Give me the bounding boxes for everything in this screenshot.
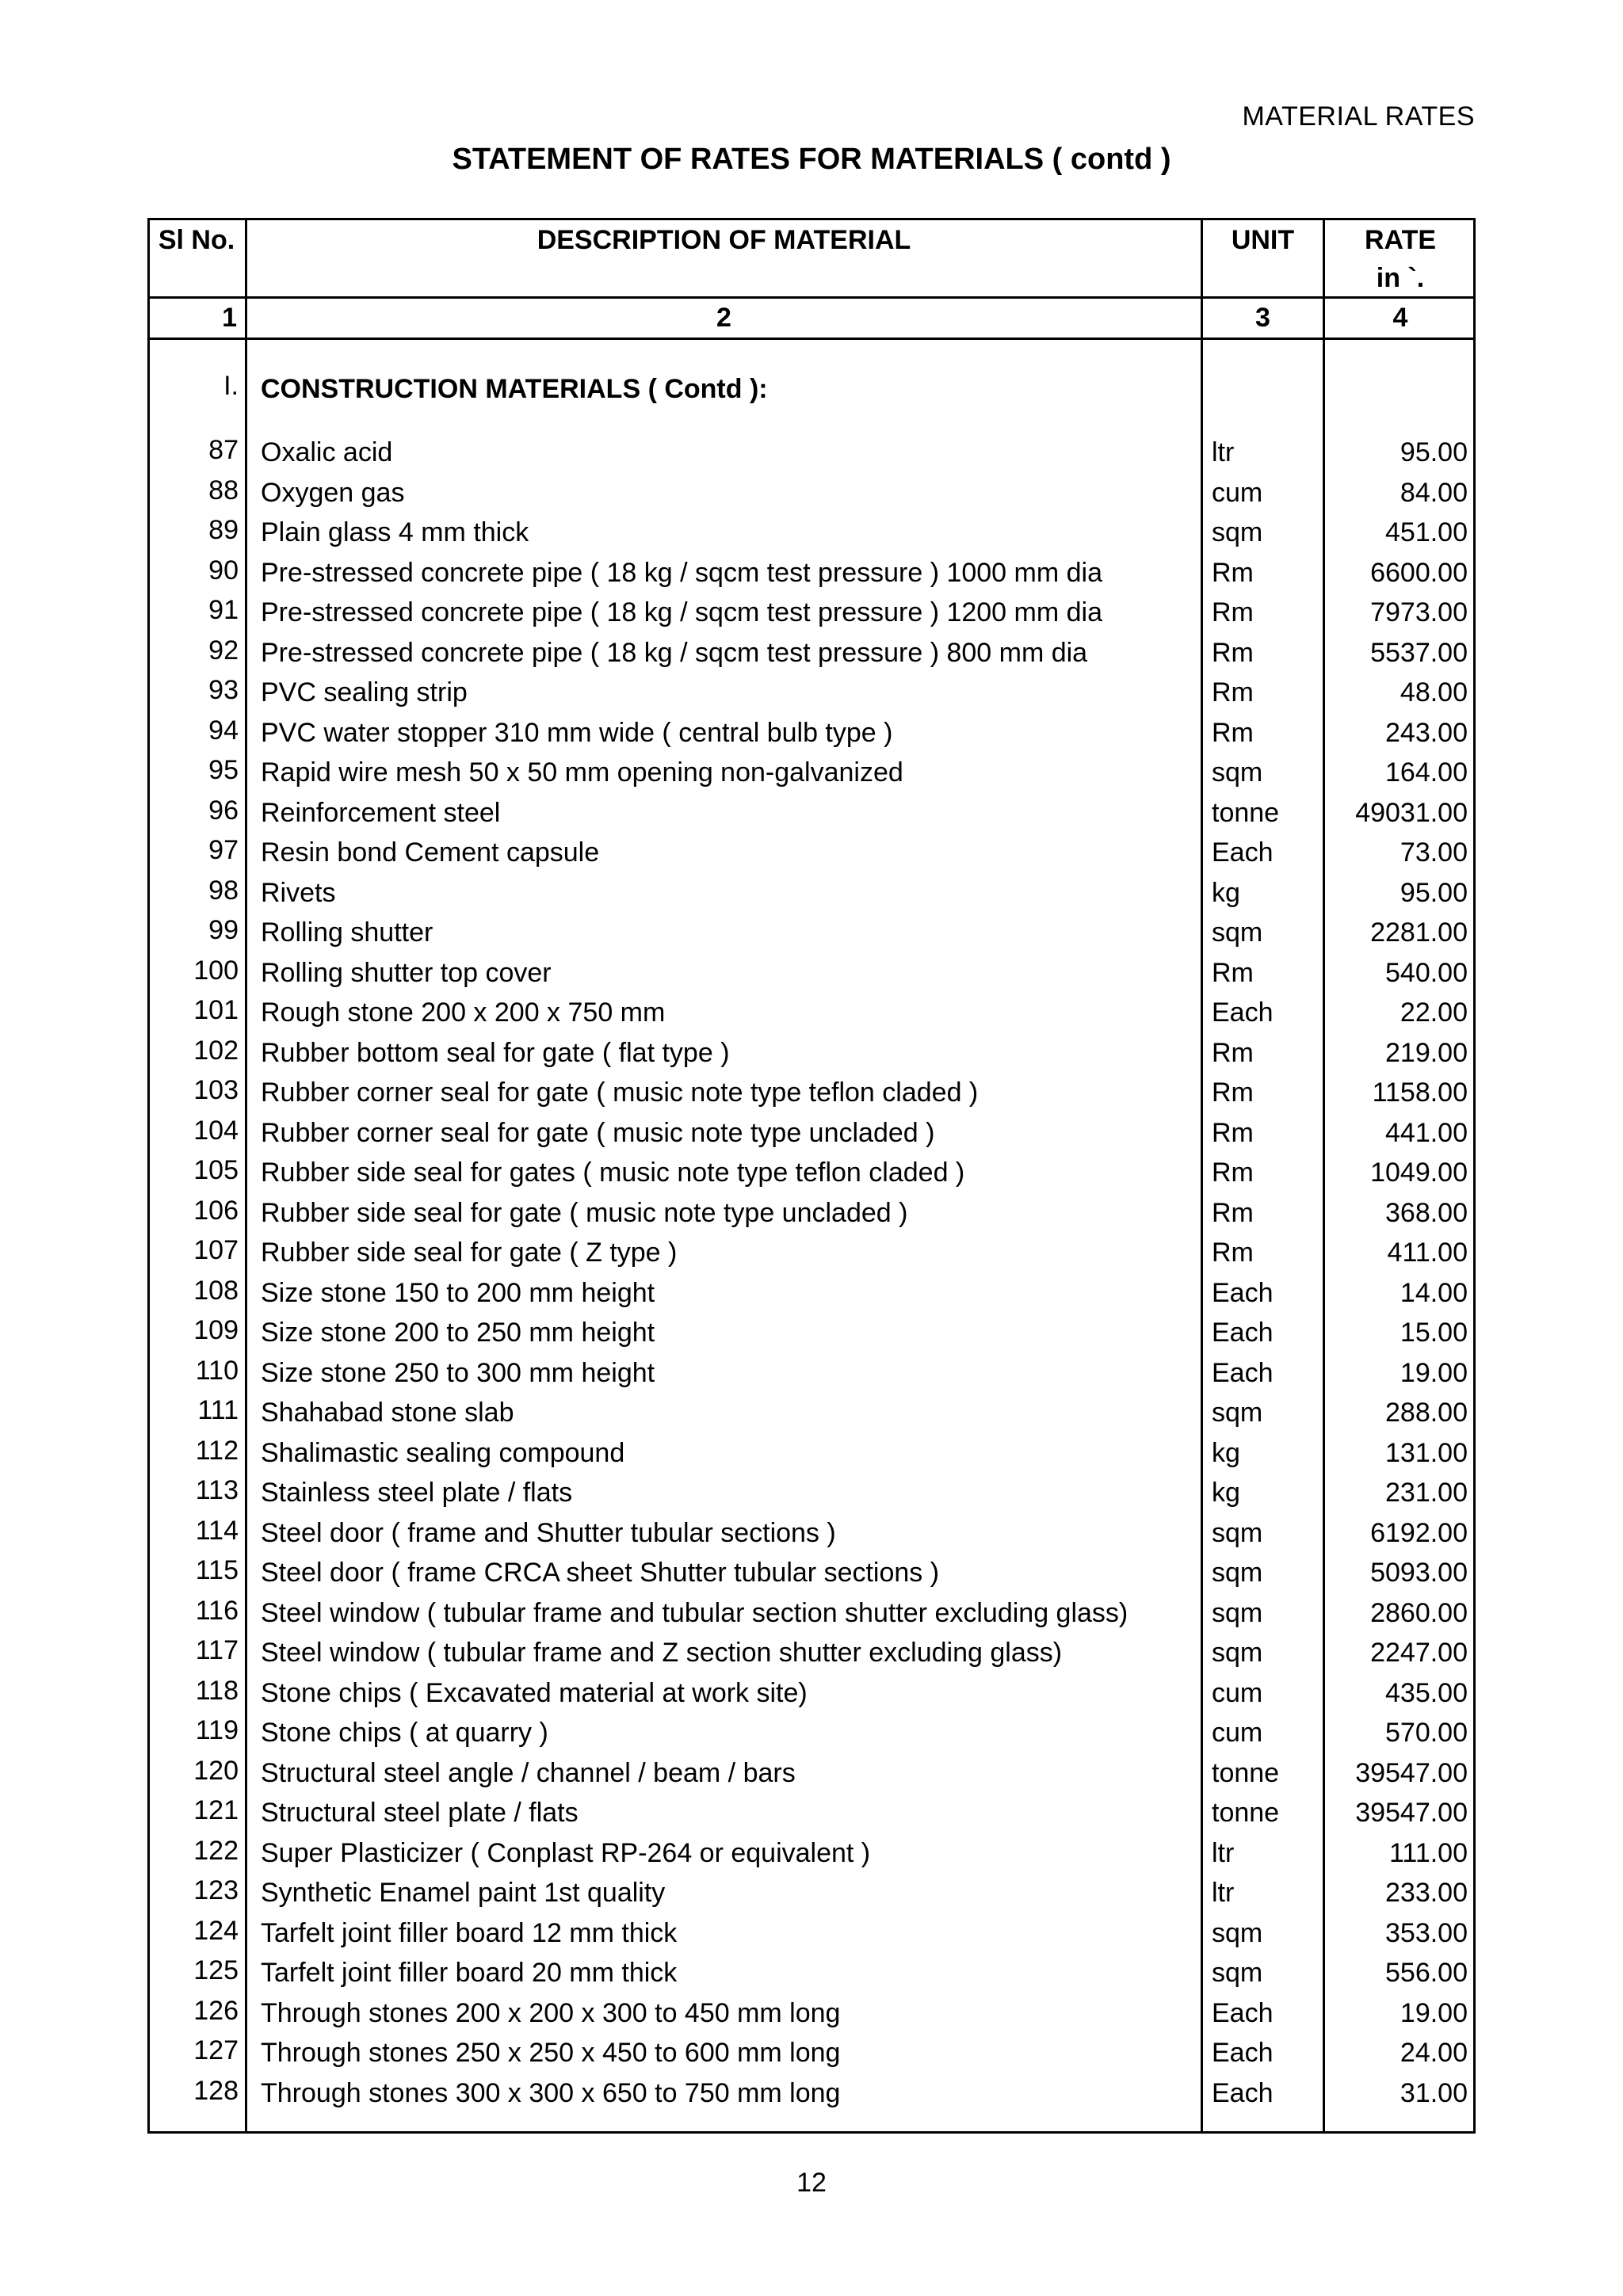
row-description: Rubber side seal for gates ( music note type teflon claded ) [261,1158,965,1188]
column-divider [1201,220,1203,2131]
row-description: Resin bond Cement capsule [261,837,600,868]
row-unit: Each [1212,837,1274,868]
row-rate: 164.00 [1385,757,1468,788]
row-sl-no: 111 [197,1395,239,1425]
row-rate: 2281.00 [1370,917,1468,948]
row-description: Rubber corner seal for gate ( music note type uncladed ) [261,1118,935,1148]
row-description: PVC sealing strip [261,677,468,707]
row-description: Rough stone 200 x 200 x 750 mm [261,997,666,1028]
row-sl-no: 89 [208,515,239,545]
row-rate: 7973.00 [1370,597,1468,627]
row-rate: 5093.00 [1370,1558,1468,1588]
header-sl-no: Sl No. [158,225,235,255]
row-sl-no: 99 [208,915,239,945]
row-unit: sqm [1212,517,1263,547]
row-sl-no: 101 [193,995,239,1025]
row-unit: Each [1212,1278,1274,1308]
row-description: Shalimastic sealing compound [261,1438,625,1468]
row-sl-no: 123 [193,1875,239,1905]
row-description: Steel window ( tubular frame and Z section shutter excluding glass) [261,1638,1063,1668]
row-unit: ltr [1212,1878,1235,1908]
rates-table [147,218,1476,2134]
row-sl-no: 108 [193,1276,239,1306]
row-rate: 243.00 [1385,718,1468,748]
row-sl-no: 110 [195,1356,239,1386]
row-unit: sqm [1212,1598,1263,1628]
row-sl-no: 113 [195,1475,239,1505]
column-divider [245,220,247,2131]
row-unit: Rm [1212,718,1254,748]
row-description: Plain glass 4 mm thick [261,517,529,547]
row-description: Rolling shutter [261,917,433,948]
row-sl-no: 109 [193,1315,239,1345]
row-unit: Rm [1212,1158,1254,1188]
row-unit: Rm [1212,1238,1254,1268]
row-rate: 219.00 [1385,1038,1468,1068]
row-description: Through stones 200 x 200 x 300 to 450 mm long [261,1998,841,2028]
row-sl-no: 97 [208,835,239,865]
row-rate: 556.00 [1385,1958,1468,1988]
column-number-4: 4 [1392,303,1408,333]
row-unit: Rm [1212,597,1254,627]
row-unit: Rm [1212,677,1254,707]
row-unit: tonne [1212,798,1280,828]
row-description: Rapid wire mesh 50 x 50 mm opening non-galvanized [261,757,903,788]
row-rate: 73.00 [1400,837,1468,868]
row-description: Pre-stressed concrete pipe ( 18 kg / sqcm test pressure ) 800 mm dia [261,638,1088,668]
row-sl-no: 96 [208,795,239,826]
section-title: CONSTRUCTION MATERIALS ( Contd ): [261,374,768,404]
row-description: Rubber bottom seal for gate ( flat type ) [261,1038,730,1068]
row-sl-no: 107 [193,1235,239,1265]
row-description: Reinforcement steel [261,798,501,828]
row-unit: tonne [1212,1758,1280,1788]
row-unit: sqm [1212,1398,1263,1428]
column-number-2: 2 [716,303,731,333]
row-unit: Rm [1212,1198,1254,1228]
header-rate-unit: in `. [1376,263,1425,293]
row-sl-no: 115 [195,1555,239,1585]
row-rate: 84.00 [1400,478,1468,508]
row-unit: Each [1212,997,1274,1028]
row-rate: 6192.00 [1370,1518,1468,1548]
row-rate: 111.00 [1389,1838,1468,1868]
row-unit: kg [1212,1478,1240,1508]
row-unit: sqm [1212,1918,1263,1948]
row-sl-no: 125 [193,1955,239,1985]
row-description: Tarfelt joint filler board 20 mm thick [261,1958,678,1988]
row-unit: kg [1212,878,1240,908]
row-unit: Each [1212,2038,1274,2068]
row-unit: tonne [1212,1798,1280,1828]
row-rate: 233.00 [1385,1878,1468,1908]
row-description: Steel window ( tubular frame and tubular section shutter excluding glass) [261,1598,1128,1628]
row-sl-no: 127 [193,2035,239,2065]
row-description: Stone chips ( at quarry ) [261,1718,548,1748]
row-rate: 288.00 [1385,1398,1468,1428]
row-description: Tarfelt joint filler board 12 mm thick [261,1918,678,1948]
row-description: Stainless steel plate / flats [261,1478,573,1508]
row-unit: Each [1212,2078,1274,2108]
row-rate: 24.00 [1400,2038,1468,2068]
row-unit: ltr [1212,437,1235,467]
row-sl-no: 95 [208,755,239,785]
row-divider [150,338,1473,340]
row-unit: sqm [1212,917,1263,948]
row-sl-no: 119 [195,1715,239,1745]
row-sl-no: 92 [208,635,239,666]
row-unit: kg [1212,1438,1240,1468]
row-sl-no: 98 [208,875,239,906]
row-sl-no: 117 [195,1635,239,1665]
row-rate: 19.00 [1400,1998,1468,2028]
row-rate: 231.00 [1385,1478,1468,1508]
row-sl-no: 91 [208,595,239,625]
row-rate: 2247.00 [1370,1638,1468,1668]
row-rate: 39547.00 [1355,1758,1468,1788]
row-unit: sqm [1212,1558,1263,1588]
row-unit: Rm [1212,1118,1254,1148]
row-rate: 451.00 [1385,517,1468,547]
row-rate: 570.00 [1385,1718,1468,1748]
row-description: Rubber corner seal for gate ( music note type teflon claded ) [261,1077,979,1108]
row-sl-no: 90 [208,555,239,585]
row-rate: 1049.00 [1370,1158,1468,1188]
row-description: Synthetic Enamel paint 1st quality [261,1878,666,1908]
page-header-label: MATERIAL RATES [1242,101,1475,132]
row-unit: Rm [1212,638,1254,668]
row-description: Structural steel angle / channel / beam / bars [261,1758,796,1788]
row-sl-no: 106 [193,1196,239,1226]
row-unit: Rm [1212,1038,1254,1068]
row-rate: 5537.00 [1370,638,1468,668]
row-sl-no: 87 [208,435,239,465]
row-unit: sqm [1212,1958,1263,1988]
row-rate: 540.00 [1385,958,1468,988]
row-unit: sqm [1212,1638,1263,1668]
row-description: Oxygen gas [261,478,405,508]
section-number: I. [223,371,239,401]
row-rate: 441.00 [1385,1118,1468,1148]
row-description: Structural steel plate / flats [261,1798,579,1828]
row-description: Size stone 250 to 300 mm height [261,1358,655,1388]
row-sl-no: 116 [195,1596,239,1626]
row-rate: 1158.00 [1372,1077,1468,1108]
row-unit: sqm [1212,1518,1263,1548]
row-description: Stone chips ( Excavated material at work site) [261,1678,808,1708]
row-rate: 49031.00 [1355,798,1468,828]
row-sl-no: 112 [195,1436,239,1466]
row-description: Pre-stressed concrete pipe ( 18 kg / sqcm test pressure ) 1200 mm dia [261,597,1103,627]
row-unit: Each [1212,1998,1274,2028]
row-rate: 435.00 [1385,1678,1468,1708]
row-rate: 15.00 [1400,1318,1468,1348]
row-description: PVC water stopper 310 mm wide ( central bulb type ) [261,718,893,748]
row-description: Steel door ( frame CRCA sheet Shutter tubular sections ) [261,1558,940,1588]
page-title: STATEMENT OF RATES FOR MATERIALS ( contd ) [452,143,1171,176]
row-rate: 19.00 [1400,1358,1468,1388]
row-sl-no: 102 [193,1035,239,1066]
header-rate: RATE [1364,225,1437,255]
row-unit: Each [1212,1318,1274,1348]
row-rate: 22.00 [1400,997,1468,1028]
row-description: Rubber side seal for gate ( music note type uncladed ) [261,1198,908,1228]
row-sl-no: 122 [193,1836,239,1866]
row-rate: 2860.00 [1370,1598,1468,1628]
column-number-3: 3 [1255,303,1270,333]
row-sl-no: 118 [195,1676,239,1706]
column-number-1: 1 [222,303,237,333]
row-unit: Each [1212,1358,1274,1388]
page-number: 12 [796,2168,827,2198]
row-rate: 353.00 [1385,1918,1468,1948]
row-description: Oxalic acid [261,437,393,467]
row-description: Super Plasticizer ( Conplast RP-264 or equivalent ) [261,1838,871,1868]
row-description: Through stones 250 x 250 x 450 to 600 mm long [261,2038,841,2068]
row-rate: 14.00 [1400,1278,1468,1308]
row-sl-no: 104 [193,1116,239,1146]
row-unit: cum [1212,478,1263,508]
row-sl-no: 120 [193,1756,239,1786]
header-description: DESCRIPTION OF MATERIAL [537,225,911,255]
row-unit: Rm [1212,1077,1254,1108]
row-description: Size stone 200 to 250 mm height [261,1318,655,1348]
row-rate: 6600.00 [1370,558,1468,588]
header-unit: UNIT [1231,225,1295,255]
row-sl-no: 105 [193,1155,239,1185]
row-sl-no: 103 [193,1075,239,1105]
row-rate: 95.00 [1400,437,1468,467]
row-sl-no: 100 [193,955,239,986]
row-description: Rubber side seal for gate ( Z type ) [261,1238,678,1268]
row-rate: 95.00 [1400,878,1468,908]
row-sl-no: 126 [193,1996,239,2026]
row-description: Rolling shutter top cover [261,958,552,988]
row-unit: ltr [1212,1838,1235,1868]
row-description: Through stones 300 x 300 x 650 to 750 mm long [261,2078,841,2108]
row-rate: 131.00 [1385,1438,1468,1468]
row-sl-no: 94 [208,715,239,746]
row-unit: cum [1212,1718,1263,1748]
row-rate: 368.00 [1385,1198,1468,1228]
row-unit: sqm [1212,757,1263,788]
row-description: Pre-stressed concrete pipe ( 18 kg / sqcm test pressure ) 1000 mm dia [261,558,1103,588]
row-description: Steel door ( frame and Shutter tubular sections ) [261,1518,836,1548]
row-rate: 31.00 [1400,2078,1468,2108]
row-sl-no: 114 [195,1516,239,1546]
row-rate: 39547.00 [1355,1798,1468,1828]
row-sl-no: 88 [208,475,239,505]
row-description: Size stone 150 to 200 mm height [261,1278,655,1308]
row-sl-no: 93 [208,675,239,705]
row-unit: Rm [1212,558,1254,588]
row-rate: 48.00 [1400,677,1468,707]
row-description: Shahabad stone slab [261,1398,514,1428]
row-unit: cum [1212,1678,1263,1708]
row-sl-no: 121 [193,1795,239,1825]
row-sl-no: 124 [193,1916,239,1946]
row-unit: Rm [1212,958,1254,988]
row-rate: 411.00 [1387,1238,1468,1268]
row-description: Rivets [261,878,336,908]
row-sl-no: 128 [193,2076,239,2106]
